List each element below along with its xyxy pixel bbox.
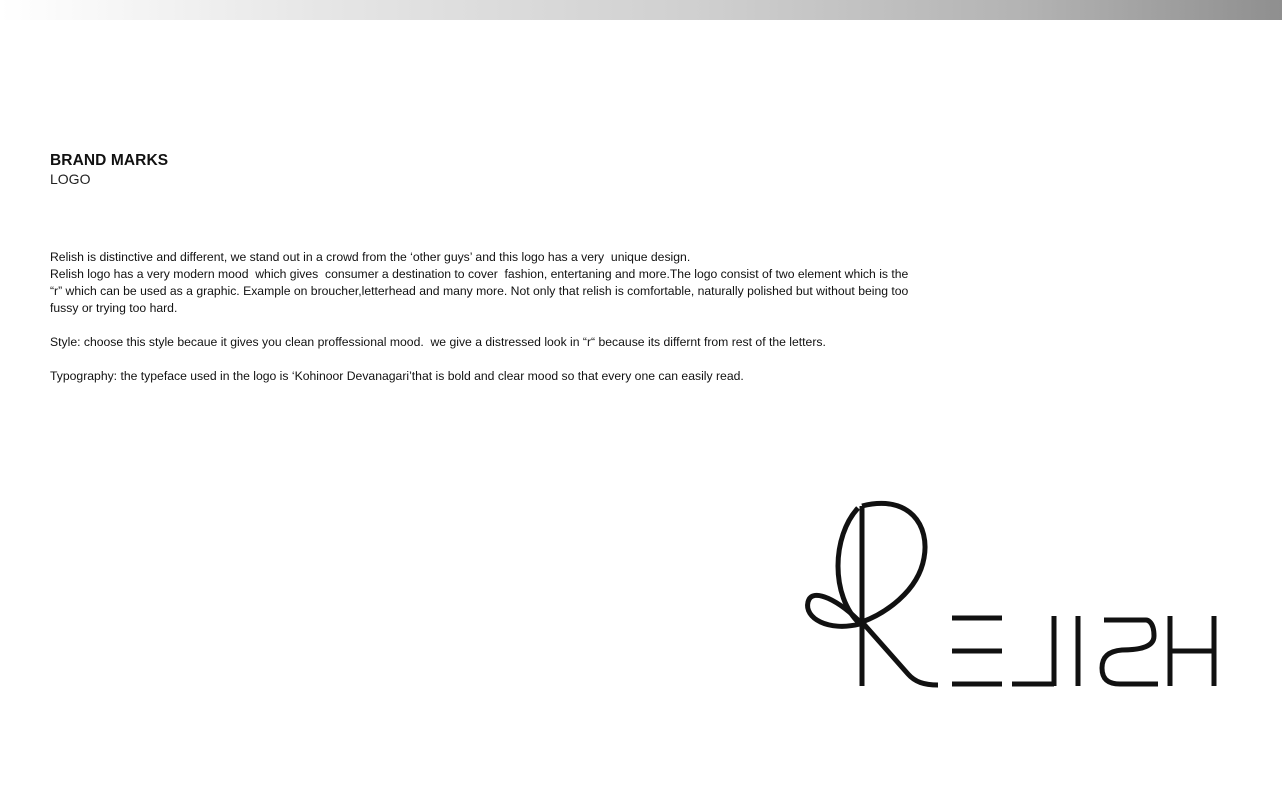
- paragraph-spacer: [50, 317, 910, 334]
- relish-logo-mark: [800, 496, 1220, 691]
- page-title: BRAND MARKS: [50, 152, 169, 169]
- typography-paragraph: Typography: the typeface used in the logo is ‘Kohinoor Devanagari’that is bold and clear mood so that every one can easily read.: [50, 369, 744, 383]
- page-subtitle: LOGO: [50, 171, 91, 187]
- intro-paragraph-line-2: Relish logo has a very modern mood which gives consumer a destination to cover fashion, entertaning and more.The logo consist of two element which is the “r” which can be used as a graphic. Example on broucher,letterhead and many more. Not only that relish is comfortable, naturally polished but without being too fussy or trying too hard.: [50, 267, 912, 315]
- page-heading: [50, 151, 168, 188]
- intro-paragraph-line-1: Relish is distinctive and different, we stand out in a crowd from the ‘other guys’ and this logo has a very unique design.: [50, 250, 691, 264]
- logo-r-loop: [808, 595, 862, 626]
- logo-s-curve: [1102, 620, 1158, 684]
- relish-logo: [800, 496, 1220, 691]
- logo-r-leg: [862, 622, 938, 685]
- style-paragraph: Style: choose this style becaue it gives you clean proffessional mood. we give a distressed look in “r“ because its differnt from rest of the letters.: [50, 335, 826, 349]
- logo-r-bowl: [862, 503, 925, 622]
- top-gradient-bar: [0, 0, 1282, 20]
- description-block: [50, 249, 910, 385]
- paragraph-spacer: [50, 351, 910, 368]
